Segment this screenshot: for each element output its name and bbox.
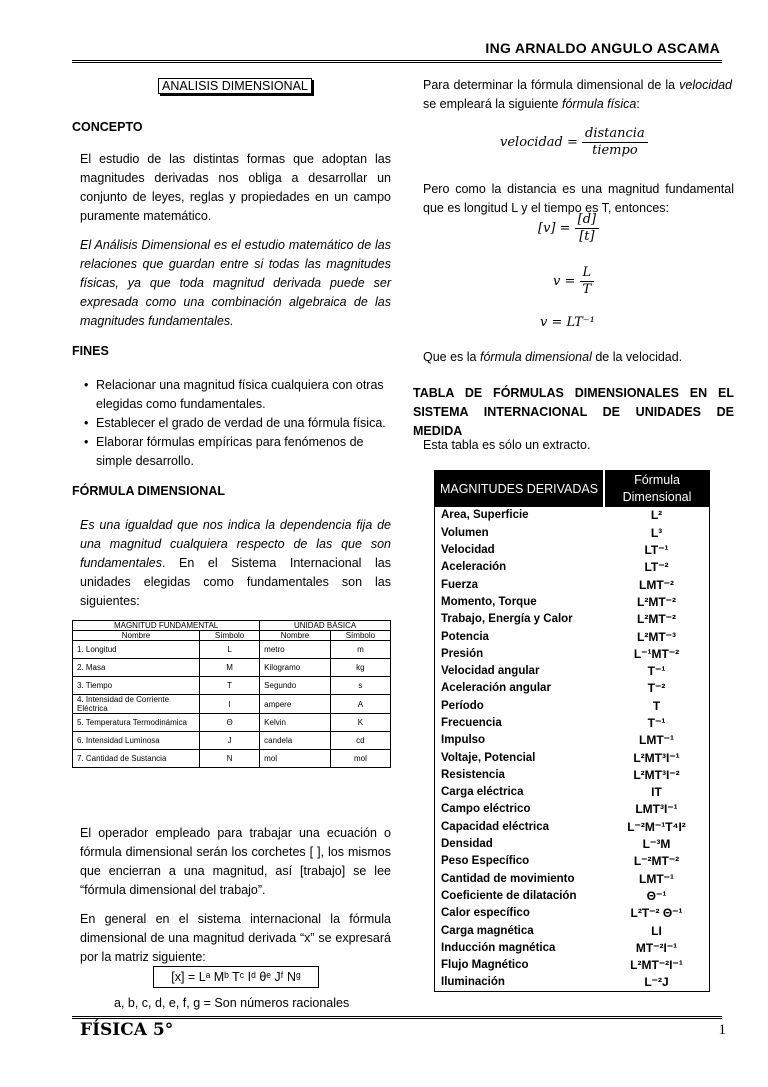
definition-rest: . En el Sistema Internacional las unidades elegidas como fundamentales son las siguientes: [80, 556, 391, 608]
dimensional-formula: L⁻²J [644, 975, 669, 990]
list-item: • Relacionar una magnitud física cualquiera con otras elegidas como fundamentales. [84, 376, 392, 414]
table-cell: Segundo [260, 677, 331, 695]
table-row [73, 659, 391, 677]
operador-paragraph: El operador empleado para trabajar una ecuación o fórmula dimensional serán los corchetes [ ], los mismos que encierran a una magnitud, así [trabajo] se lee “fórmula dimensional del trabajo”. [80, 826, 391, 897]
table-column-header: Nombre [73, 631, 200, 641]
magnitude-name: Inducción magnética [441, 941, 556, 954]
dimensional-formula: L⁻²M⁻¹T⁴I² [627, 819, 686, 834]
magnitude-name: Peso Específico [441, 855, 530, 868]
equation-numerator: distancia [582, 126, 648, 143]
table-row [73, 714, 391, 732]
equation-lhs: v = [553, 274, 576, 289]
dimensional-formula: LMT⁻¹ [639, 733, 674, 748]
table-row [435, 732, 710, 749]
table-cell: mol [260, 750, 331, 768]
derived-formulas-table [434, 470, 710, 992]
concepto-paragraph-1: El estudio de las distintas formas que adoptan las magnitudes derivadas nos obliga a desarrollar un conjunto de leyes, reglas y propiedades en un campo puramente matemático. [80, 152, 391, 223]
equation-denominator: T [582, 282, 592, 297]
magnitude-name: Impulso [441, 734, 486, 747]
table-cell: s [330, 677, 390, 695]
table-row [435, 542, 710, 559]
table-cell: I [200, 695, 260, 714]
header-divider [72, 60, 722, 63]
dimensional-formula: T⁻² [647, 681, 666, 696]
dimensional-formula: L⁻²MT⁻² [633, 854, 680, 869]
formula-dimensional-paragraph [80, 516, 391, 611]
extracto-note: Esta tabla es sólo un extracto. [423, 438, 591, 452]
dimensional-formula: L⁻¹MT⁻² [633, 646, 680, 661]
magnitude-name: Densidad [441, 838, 493, 851]
table-row [435, 593, 710, 610]
table-cell: metro [260, 641, 331, 659]
dimensional-formula: L²MT⁻² [637, 594, 676, 609]
magnitude-name: Potencia [441, 630, 489, 643]
fines-list [84, 376, 392, 471]
dimensional-formula: IT [651, 785, 662, 800]
dimensional-formula: T⁻¹ [647, 716, 666, 730]
table-row [73, 641, 391, 659]
table-row [435, 663, 710, 680]
table-row [435, 836, 710, 853]
table-cell: 2. Masa [73, 659, 200, 677]
velocidad-intro [423, 76, 732, 114]
magnitude-name: Calor específico [441, 907, 530, 920]
magnitude-name: Frecuencia [441, 717, 502, 729]
table-cell: m [330, 641, 390, 659]
table-row [435, 715, 710, 732]
table-row [435, 507, 710, 524]
dimensional-formula: L³ [650, 525, 663, 540]
table-cell: Kelvin [260, 714, 331, 732]
concepto-heading: CONCEPTO [72, 120, 143, 134]
table-row [435, 818, 710, 835]
intro-velocidad: velocidad [679, 78, 732, 92]
table-row [435, 974, 710, 992]
dimensional-equation-3: v = LT⁻¹ [540, 315, 595, 330]
magnitude-name: Area, Superficie [441, 509, 529, 522]
table-row [435, 801, 710, 818]
pero-paragraph: Pero como la distancia es una magnitud fundamental que es longitud L y el tiempo es T, entonces: [423, 182, 734, 215]
table-row [73, 750, 391, 768]
magnitude-name: Cantidad de movimiento [441, 872, 575, 885]
fines-heading: FINES [72, 344, 109, 358]
que-text: Que es la [423, 350, 480, 364]
table-cell: cd [330, 732, 390, 750]
table-row [435, 766, 710, 783]
equation-numerator: L [580, 265, 595, 282]
magnitude-name: Presión [441, 647, 484, 660]
magnitude-name: Momento, Torque [441, 595, 537, 608]
magnitude-name: Aceleración [441, 561, 507, 574]
table-row [73, 677, 391, 695]
tabla-heading: TABLA DE FÓRMULAS DIMENSIONALES EN EL SISTEMA INTERNACIONAL DE UNIDADES DE MEDIDA [413, 386, 734, 438]
general-formula-box: [x] = Lᵃ Mᵇ Tᶜ Iᵈ θᵉ Jᶠ Nᵍ [153, 966, 319, 988]
dimensional-formula: L²MT³I⁻¹ [633, 750, 680, 765]
dimensional-formula: LI [651, 923, 662, 938]
table-column-header: MAGNITUDES DERIVADAS [435, 471, 605, 508]
dimensional-formula: LMT⁻² [639, 577, 674, 592]
table-cell: Θ [200, 714, 260, 732]
que-italic: fórmula dimensional [479, 350, 592, 364]
table-cell: mol [330, 750, 390, 768]
magnitude-name: Coeficiente de dilatación [441, 889, 577, 902]
table-row [435, 576, 710, 593]
table-group-header: MAGNITUD FUNDAMENTAL [73, 621, 260, 631]
table-cell: 3. Tiempo [73, 677, 200, 695]
table-row [73, 732, 391, 750]
racionales-note: a, b, c, d, e, f, g = Son números racionales [114, 996, 350, 1010]
magnitude-name: Voltaje, Potencial [441, 751, 536, 764]
table-cell: 1. Longitud [73, 641, 200, 659]
table-cell: ampere [260, 695, 331, 714]
table-row [435, 957, 710, 974]
table-cell: L [200, 641, 260, 659]
table-row [435, 749, 710, 766]
que-text: de la velocidad. [591, 350, 683, 364]
dimensional-formula: LT⁻¹ [644, 543, 669, 558]
equation-lhs: [v] = [538, 221, 571, 236]
list-item: • Elaborar fórmulas empíricas para fenómenos de simple desarrollo. [84, 433, 392, 471]
author-header: ING ARNALDO ANGULO ASCAMA [485, 40, 720, 56]
magnitude-name: Período [441, 699, 484, 712]
table-cell: 5. Temperatura Termodinámica [73, 714, 200, 732]
dimensional-equation-1 [538, 212, 599, 245]
formula-dimensional-heading: FÓRMULA DIMENSIONAL [72, 484, 225, 498]
magnitude-name: Volumen [441, 526, 489, 539]
magnitude-name: Velocidad [441, 544, 495, 557]
intro-text: se empleará la siguiente [423, 97, 562, 111]
dimensional-formula: L²MT⁻³ [637, 629, 676, 644]
dimensional-equation-2 [553, 265, 594, 298]
magnitude-name: Flujo Magnético [441, 959, 529, 972]
fundamental-units-table [72, 620, 391, 768]
table-row [435, 905, 710, 922]
table-cell: J [200, 732, 260, 750]
magnitude-name: Carga eléctrica [441, 786, 524, 799]
table-column-header: Fórmula Dimensional [604, 471, 710, 508]
table-cell: candela [260, 732, 331, 750]
magnitude-name: Campo eléctrico [441, 803, 531, 816]
intro-formula-fisica: fórmula física [561, 97, 637, 111]
page-title: ANALISIS DIMENSIONAL [158, 78, 312, 94]
table-row [435, 784, 710, 801]
table-cell: N [200, 750, 260, 768]
table-row [435, 645, 710, 662]
equation-numerator: [d] [575, 212, 599, 229]
table-cell: kg [330, 659, 390, 677]
table-cell: T [200, 677, 260, 695]
dimensional-formula: L²MT⁻² [637, 612, 676, 627]
dimensional-formula: MT⁻²I⁻¹ [635, 940, 678, 955]
dimensional-formula: L² [650, 508, 663, 523]
table-column-header: Símbolo [200, 631, 260, 641]
table-row [435, 559, 710, 576]
magnitude-name: Fuerza [441, 578, 479, 591]
magnitude-name: Iluminación [441, 976, 505, 989]
dimensional-formula: LMT³I⁻¹ [635, 802, 678, 817]
equation-lhs: velocidad = [500, 135, 578, 150]
table-cell: A [330, 695, 390, 714]
table-group-header: UNIDAD BÁSICA [260, 621, 391, 631]
page-number: 1 [718, 1022, 726, 1038]
table-row [435, 611, 710, 628]
table-cell: M [200, 659, 260, 677]
velocity-equation [500, 126, 648, 159]
table-row [73, 695, 391, 714]
table-cell: Kilogramo [260, 659, 331, 677]
table-row [435, 524, 710, 541]
course-footer: FÍSICA 5° [80, 1020, 174, 1040]
general-paragraph: En general en el sistema internacional la fórmula dimensional de una magnitud derivada “x” se expresará por la matriz siguiente: [80, 912, 391, 964]
intro-text: Para determinar la fórmula dimensional de la [423, 78, 680, 92]
table-cell: 4. Intensidad de Corriente Eléctrica [73, 695, 200, 714]
table-cell: K [330, 714, 390, 732]
dimensional-formula: LMT⁻¹ [639, 871, 674, 886]
equation-denominator: [t] [579, 229, 595, 244]
equation-denominator: tiempo [592, 143, 638, 158]
magnitude-name: Velocidad angular [441, 665, 540, 678]
dimensional-formula: LT⁻² [644, 560, 669, 575]
table-row [435, 870, 710, 887]
table-column-header: Nombre [260, 631, 331, 641]
magnitude-name: Trabajo, Energía y Calor [441, 613, 573, 626]
magnitude-name: Aceleración angular [441, 682, 551, 695]
dimensional-formula: L²MT⁻²I⁻¹ [630, 958, 683, 973]
dimensional-formula: L²T⁻² Θ⁻¹ [630, 906, 683, 921]
dimensional-formula: Θ⁻¹ [646, 888, 667, 903]
dimensional-formula: L²MT³I⁻² [633, 767, 680, 782]
table-row [435, 628, 710, 645]
magnitude-name: Capacidad eléctrica [441, 820, 550, 833]
table-row [435, 888, 710, 905]
table-row [435, 853, 710, 870]
dimensional-formula: T⁻¹ [647, 664, 666, 679]
table-row [435, 939, 710, 956]
table-cell: 6. Intensidad Luminosa [73, 732, 200, 750]
intro-text: : [636, 97, 640, 111]
list-item: • Establecer el grado de verdad de una fórmula física. [84, 414, 392, 433]
magnitude-name: Carga magnética [441, 924, 534, 937]
concepto-paragraph-2: El Análisis Dimensional es el estudio matemático de las relaciones que guardan entre si todas las magnitudes físicas, ya que toda magnitud derivada puede ser expresada como una combinación algebraica de las magnitudes fundamentales. [80, 238, 391, 328]
definition-text: Es una igualdad que nos indica la dependencia fija de una magnitud cualquiera respecto de las que son fundamentales [80, 518, 391, 570]
table-row [435, 922, 710, 939]
dimensional-formula: L⁻³M [642, 837, 671, 852]
magnitude-name: Resistencia [441, 768, 505, 781]
que-paragraph [423, 348, 734, 367]
footer-divider [72, 1016, 722, 1019]
table-column-header: Símbolo [330, 631, 390, 641]
dimensional-formula: T [652, 698, 661, 713]
table-cell: 7. Cantidad de Sustancia [73, 750, 200, 768]
table-row [435, 697, 710, 714]
table-row [435, 680, 710, 697]
